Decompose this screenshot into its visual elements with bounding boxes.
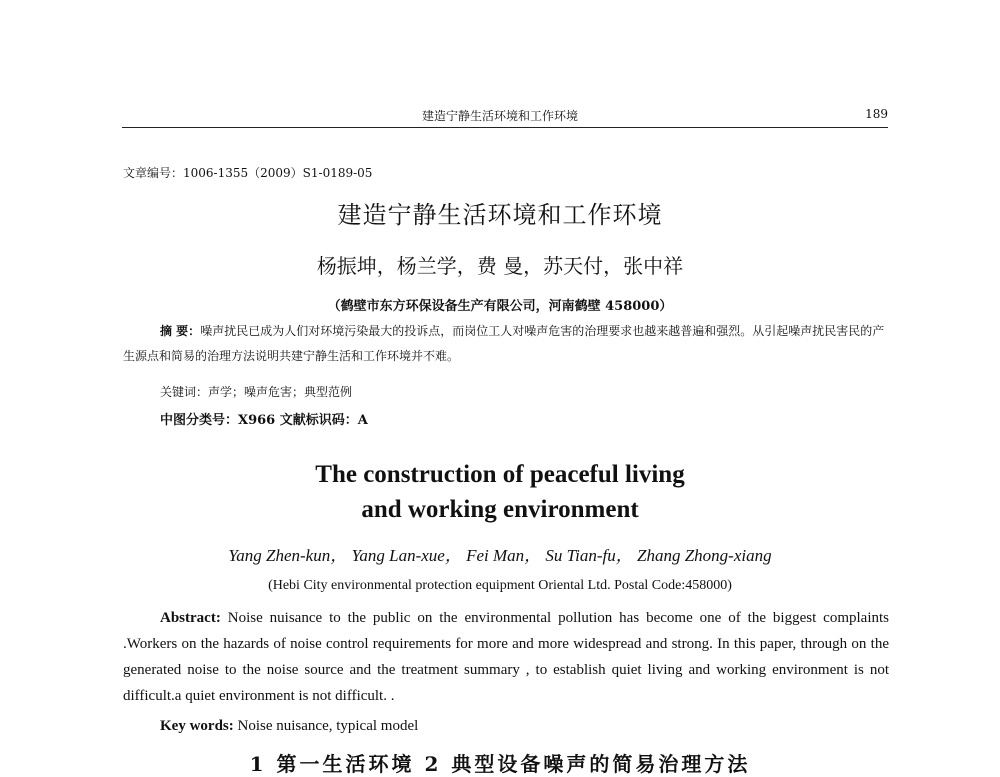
title-english-line2: and working environment <box>361 496 639 523</box>
running-header-title: 建造宁静生活环境和工作环境 <box>421 109 578 123</box>
abstract-english <box>123 605 889 709</box>
affiliation-chinese: （鹤壁市东方环保设备生产有限公司，河南鹤壁 458000） <box>327 299 673 314</box>
keywords-english <box>160 718 418 735</box>
abstract-english-text: Noise nuisance to the public on the environmental pollution has become one of the biggest complaints .Workers on the hazards of noise control requirements for more and more widespread and strong. In this paper, through on the generated noise to the noise source and the treatment summary , to establish quiet living and working environment is not difficult.a quiet environment is not difficult. . <box>123 610 889 704</box>
classification-chinese: 中图分类号：X966 文献标识码：A <box>160 413 368 428</box>
title-english <box>0 457 1000 527</box>
authors-chinese: 杨振坤，杨兰学，费 曼，苏天付，张中祥 <box>316 254 684 278</box>
abstract-chinese <box>123 319 889 369</box>
article-id: 文章编号：1006-1355（2009）S1-0189-05 <box>123 166 373 180</box>
keywords-english-text: Noise nuisance, typical model <box>233 718 419 734</box>
authors-english: Yang Zhen-kun， Yang Lan-xue， Fei Man， Su Tian-fu， Zhang Zhong-xiang <box>228 546 772 565</box>
keywords-chinese: 关键词：声学；噪声危害；典型范例 <box>160 385 353 399</box>
page-number: 189 <box>865 107 888 121</box>
header-rule <box>122 127 888 128</box>
title-chinese: 建造宁静生活环境和工作环境 <box>337 201 663 229</box>
affiliation-english: (Hebi City environmental protection equipment Oriental Ltd. Postal Code:458000) <box>268 578 732 593</box>
abstract-chinese-text: 噪声扰民已成为人们对环境污染最大的投诉点，而岗位工人对噪声危害的治理要求也越来越普遍和强烈。从引起噪声扰民害民的产生源点和简易的治理方法说明共建宁静生活和工作环境并不难。 <box>123 324 885 363</box>
section-heading-partial: 1 第一生活环境 2 典型设备噪声的简易治理方法 <box>249 752 751 776</box>
abstract-chinese-label: 摘 要： <box>160 324 201 338</box>
keywords-english-label: Key words: <box>160 718 234 734</box>
abstract-english-label: Abstract: <box>160 610 221 626</box>
title-english-line1: The construction of peaceful living <box>315 461 685 488</box>
